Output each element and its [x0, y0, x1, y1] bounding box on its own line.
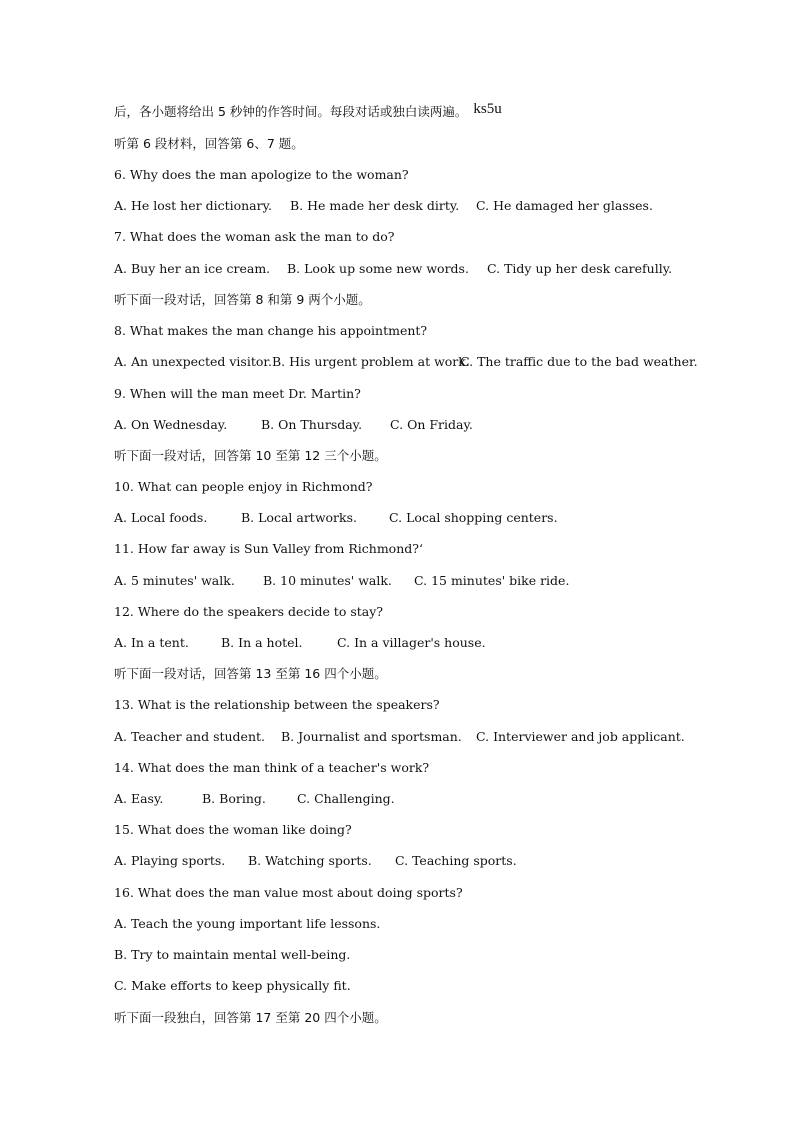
question-11-stem: 11. How far away is Sun Valley from Richmond?‘ — [114, 541, 423, 556]
question-14-option-c: C. Challenging. — [297, 791, 395, 806]
section-heading-9: 听下面一段对话，回答第 13 至第 16 四个小题。 — [114, 666, 387, 681]
question-9-stem: 9. When will the man meet Dr. Martin? — [114, 386, 361, 401]
question-8-stem: 8. What makes the man change his appointment? — [114, 323, 428, 338]
question-11-option-b: B. 10 minutes' walk. — [263, 573, 392, 588]
question-11-option-a: A. 5 minutes' walk. — [114, 573, 235, 588]
section-heading-8: 听下面一段对话，回答第 10 至第 12 三个小题。 — [114, 448, 387, 463]
section-heading-6: 听第 6 段材料，回答第 6、7 题。 — [114, 136, 304, 151]
question-7-option-b: B. Look up some new words. — [287, 261, 469, 276]
question-15-option-c: C. Teaching sports. — [395, 853, 517, 868]
question-8-option-c: C. The traffic due to the bad weather. — [460, 354, 698, 369]
question-12-stem: 12. Where do the speakers decide to stay? — [114, 604, 383, 619]
question-13-option-c: C. Interviewer and job applicant. — [476, 729, 685, 744]
question-16-option-b: B. Try to maintain mental well-being. — [114, 947, 351, 962]
question-7-stem: 7. What does the woman ask the man to do? — [114, 229, 395, 244]
question-7-option-a: A. Buy her an ice cream. — [114, 261, 271, 276]
question-14-option-b: B. Boring. — [202, 791, 266, 806]
question-10-option-c: C. Local shopping centers. — [389, 510, 558, 525]
question-15-option-a: A. Playing sports. — [114, 853, 226, 868]
question-16-option-a: A. Teach the young important life lessons. — [114, 916, 381, 931]
question-9-option-a: A. On Wednesday. — [114, 417, 228, 432]
question-16-option-c: C. Make efforts to keep physically fit. — [114, 978, 351, 993]
watermark: ks5u — [473, 101, 502, 117]
question-7-option-c: C. Tidy up her desk carefully. — [487, 261, 673, 276]
question-10-option-b: B. Local artworks. — [241, 510, 357, 525]
question-11-option-c: C. 15 minutes' bike ride. — [414, 573, 570, 588]
question-13-option-a: A. Teacher and student. — [114, 729, 266, 744]
question-12-option-b: B. In a hotel. — [221, 635, 303, 650]
question-9-option-c: C. On Friday. — [390, 417, 473, 432]
question-8-option-b: B. His urgent problem at work. — [272, 354, 470, 369]
section-heading-7: 听下面一段对话，回答第 8 和第 9 两个小题。 — [114, 292, 371, 307]
question-6-stem: 6. Why does the man apologize to the woman? — [114, 167, 409, 182]
question-6-option-b: B. He made her desk dirty. — [290, 198, 460, 213]
question-10-option-a: A. Local foods. — [114, 510, 208, 525]
question-14-stem: 14. What does the man think of a teacher's work? — [114, 760, 430, 775]
section-heading-10: 听下面一段独白，回答第 17 至第 20 四个小题。 — [114, 1010, 387, 1025]
question-10-stem: 10. What can people enjoy in Richmond? — [114, 479, 373, 494]
question-13-stem: 13. What is the relationship between the speakers? — [114, 697, 440, 712]
question-6-option-a: A. He lost her dictionary. — [114, 198, 272, 213]
question-13-option-b: B. Journalist and sportsman. — [281, 729, 462, 744]
question-15-option-b: B. Watching sports. — [248, 853, 372, 868]
question-14-option-a: A. Easy. — [114, 791, 164, 806]
question-8-option-a: A. An unexpected visitor. — [114, 354, 272, 369]
question-6-option-c: C. He damaged her glasses. — [476, 198, 653, 213]
question-16-stem: 16. What does the man value most about doing sports? — [114, 885, 463, 900]
question-12-option-c: C. In a villager's house. — [337, 635, 486, 650]
question-15-stem: 15. What does the woman like doing? — [114, 822, 352, 837]
question-12-option-a: A. In a tent. — [114, 635, 189, 650]
intro-line: 后，各小题将给出 5 秒钟的作答时间。每段对话或独白读两遍。 ks5u — [114, 101, 502, 119]
question-9-option-b: B. On Thursday. — [261, 417, 363, 432]
